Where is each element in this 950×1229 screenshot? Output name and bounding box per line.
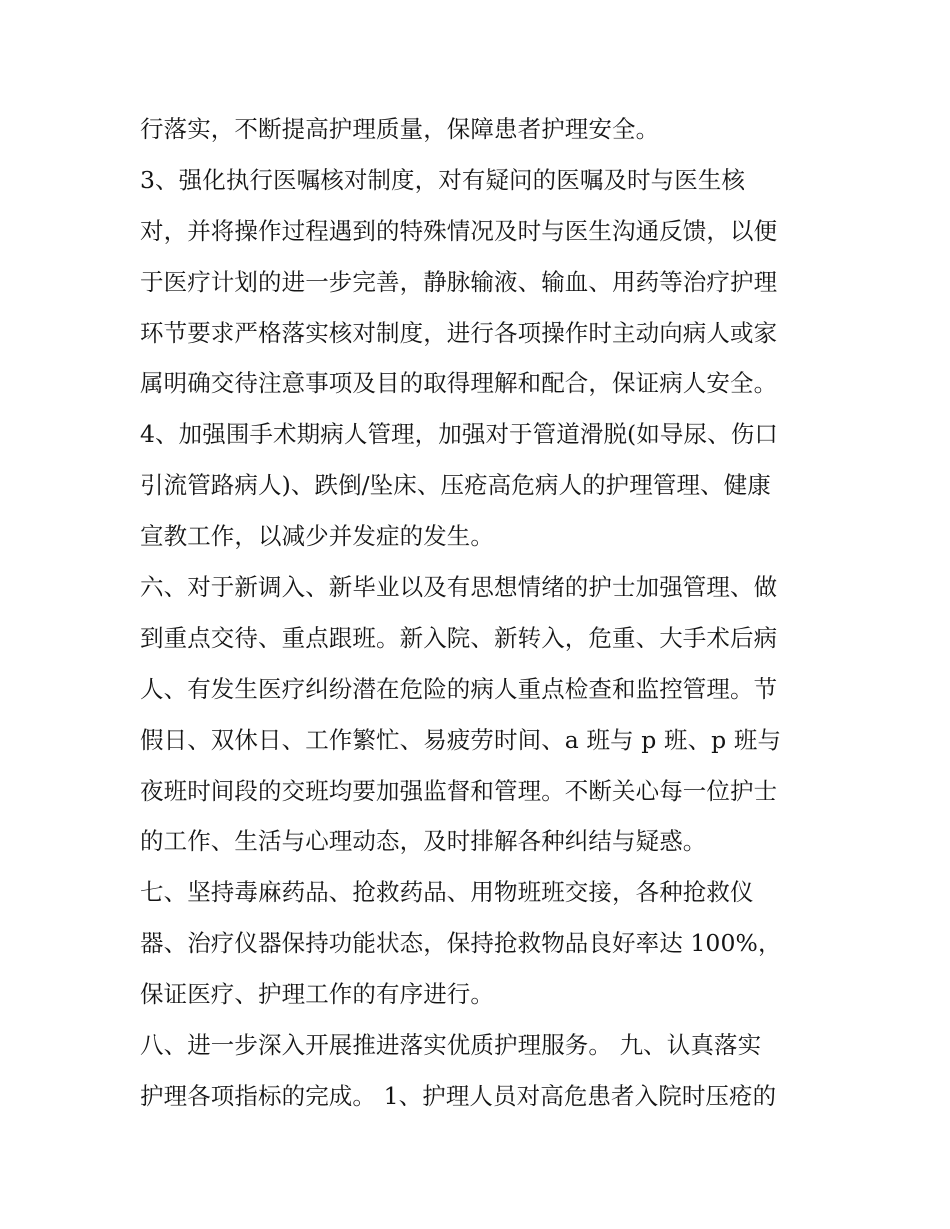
text-line: 保证医疗、护理工作的有序进行。 xyxy=(140,980,494,1009)
text-line: 七、坚持毒麻药品、抢救药品、用物班班交接，各种抢救仪 xyxy=(140,878,754,907)
text-line: 引流管路病人)、跌倒/坠床、压疮高危病人的护理管理、健康 xyxy=(140,471,771,500)
text-line: 器、治疗仪器保持功能状态，保持抢救物品良好率达 100%， xyxy=(140,929,782,958)
text-line: 对，并将操作过程遇到的特殊情况及时与医生沟通反馈，以便 xyxy=(140,216,778,245)
text-line: 人、有发生医疗纠纷潜在危险的病人重点检查和监控管理。节 xyxy=(140,674,778,703)
text-line: 行落实，不断提高护理质量，保障患者护理安全。 xyxy=(140,115,660,143)
text-line: 于医疗计划的进一步完善，静脉输液、输血、用药等治疗护理 xyxy=(140,267,778,296)
body-text xyxy=(140,104,820,1122)
text-line: 八、进一步深入开展推进落实优质护理服务。 九、认真落实 xyxy=(140,1031,762,1060)
text-line: 3、强化执行医嘱核对制度，对有疑问的医嘱及时与医生核 xyxy=(140,165,746,194)
text-line: 属明确交待注意事项及目的取得理解和配合，保证病人安全。 xyxy=(140,369,778,398)
text-line: 六、对于新调入、新毕业以及有思想情绪的护士加强管理、做 xyxy=(140,573,778,602)
text-line: 夜班时间段的交班均要加强监督和管理。不断关心每一位护士 xyxy=(140,776,778,805)
text-line: 宣教工作，以减少并发症的发生。 xyxy=(140,522,494,551)
text-line: 环节要求严格落实核对制度，进行各项操作时主动向病人或家 xyxy=(140,318,778,347)
text-line: 到重点交待、重点跟班。新入院、新转入，危重、大手术后病 xyxy=(140,623,778,652)
text-line: 假日、双休日、工作繁忙、易疲劳时间、a 班与 p 班、p 班与 xyxy=(140,725,782,754)
text-line: 的工作、生活与心理动态，及时排解各种纠结与疑惑。 xyxy=(140,827,707,856)
text-line: 护理各项指标的完成。 1、护理人员对高危患者入院时压疮的 xyxy=(140,1081,777,1110)
text-line: 4、加强围手术期病人管理，加强对于管道滑脱(如导尿、伤口 xyxy=(140,420,778,449)
